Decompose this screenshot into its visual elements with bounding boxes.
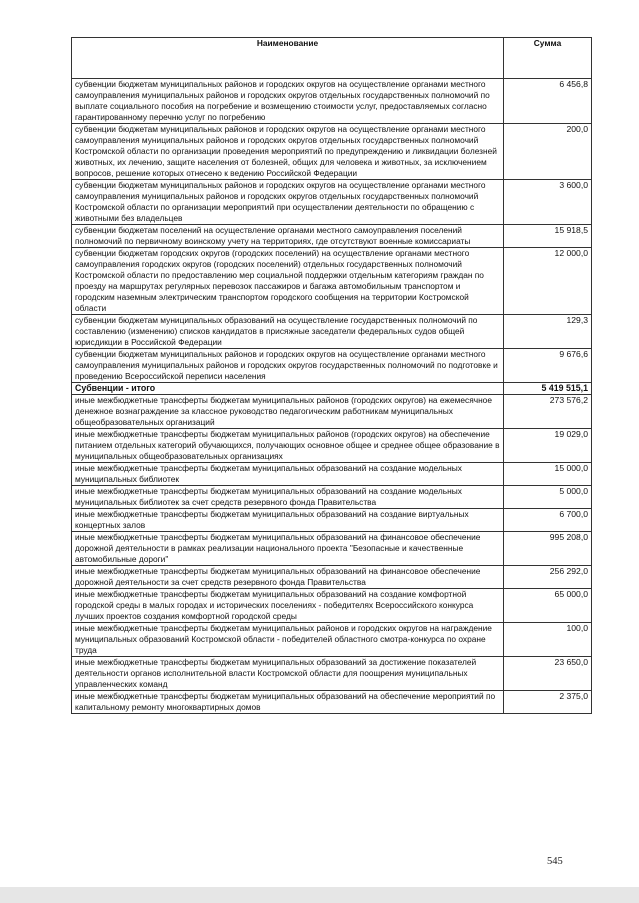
- table-row: [72, 124, 592, 180]
- row-name: субвенции бюджетам поселений на осуществление органами местного самоуправления поселений полномочий по первичному воинскому учету на территориях, где отсутствуют военные комиссариаты: [72, 225, 504, 248]
- row-name: иные межбюджетные трансферты бюджетам муниципальных образований на обеспечение мероприятий по капитальному ремонту многоквартирных домов: [72, 691, 504, 714]
- row-name: иные межбюджетные трансферты бюджетам муниципальных образований на финансовое обеспечение дорожной деятельности за счет средств резервного фонда Правительства: [72, 566, 504, 589]
- table-header: [72, 38, 592, 79]
- row-sum: 65 000,0: [504, 589, 592, 623]
- row-name: иные межбюджетные трансферты бюджетам муниципальных образований на создание модельных муниципальных библиотек: [72, 463, 504, 486]
- row-name: субвенции бюджетам муниципальных районов и городских округов на осуществление органами местного самоуправления муниципальных районов и городских округов отдельных государственных полномочий по выплате социального пособия на погребение и возмещению стоимости услуг, предоставляемых согласно гарантированному перечню услуг по погребению: [72, 79, 504, 124]
- row-sum: 5 000,0: [504, 486, 592, 509]
- table-row: [72, 79, 592, 124]
- row-sum: 9 676,6: [504, 349, 592, 383]
- row-name: субвенции бюджетам муниципальных образований на осуществление государственных полномочий по составлению (изменению) списков кандидатов в присяжные заседатели федеральных судов общей юрисдикции в Российской Федерации: [72, 315, 504, 349]
- row-name: субвенции бюджетам городских округов (городских поселений) на осуществление органами местного самоуправления городских округов (городских поселений) отдельных государственных полномочий Костромской области по предоставлению мер социальной поддержки отдельным категориям граждан по проезду на маршрутах регулярных перевозок пассажиров и багажа автомобильным транспортом и городским наземным электрическим транспортом городского сообщения на территории Костромской области: [72, 248, 504, 315]
- row-name: иные межбюджетные трансферты бюджетам муниципальных образований за достижение показателей деятельности органов исполнительной власти Костромской области для поощрения муниципальных управленческих команд: [72, 657, 504, 691]
- row-name: Субвенции - итого: [72, 383, 504, 395]
- table-row: [72, 486, 592, 509]
- table-row: [72, 225, 592, 248]
- row-sum: 19 029,0: [504, 429, 592, 463]
- table-row: [72, 532, 592, 566]
- row-sum: 15 918,5: [504, 225, 592, 248]
- budget-table: [71, 37, 592, 714]
- row-name: субвенции бюджетам муниципальных районов и городских округов на осуществление органами местного самоуправления муниципальных районов и городских округов отдельных государственных полномочий Костромской области по организации проведения мероприятий по предупреждению и ликвидации болезней животных, их лечению, защите населения от болезней, общих для человека и животных, за исключением вопросов, решение которых отнесено к ведению Российской Федерации: [72, 124, 504, 180]
- table-body: [72, 79, 592, 714]
- table-row: [72, 315, 592, 349]
- table-row: [72, 349, 592, 383]
- table-row: [72, 395, 592, 429]
- row-sum: 6 456,8: [504, 79, 592, 124]
- row-sum: 6 700,0: [504, 509, 592, 532]
- row-name: иные межбюджетные трансферты бюджетам муниципальных образований на создание виртуальных концертных залов: [72, 509, 504, 532]
- row-sum: 3 600,0: [504, 180, 592, 225]
- row-name: субвенции бюджетам муниципальных районов и городских округов на осуществление органами местного самоуправления муниципальных районов и городских округов государственных полномочий по подготовке и проведению Всероссийской переписи населения: [72, 349, 504, 383]
- row-sum: 23 650,0: [504, 657, 592, 691]
- table-row: [72, 566, 592, 589]
- table-row: [72, 589, 592, 623]
- row-name: иные межбюджетные трансферты бюджетам муниципальных образований на создание комфортной городской среды в малых городах и исторических поселениях - победителях Всероссийского конкурса лучших проектов создания комфортной городской среды: [72, 589, 504, 623]
- table-row: [72, 463, 592, 486]
- row-name: иные межбюджетные трансферты бюджетам муниципальных образований на создание модельных муниципальных библиотек за счет средств резервного фонда Правительства: [72, 486, 504, 509]
- scan-bottom-strip: [0, 887, 639, 903]
- table-total-row: [72, 383, 592, 395]
- row-sum: 995 208,0: [504, 532, 592, 566]
- table-row: [72, 248, 592, 315]
- table-row: [72, 509, 592, 532]
- row-name: иные межбюджетные трансферты бюджетам муниципальных районов (городских округов) на ежемесячное денежное вознаграждение за классное руководство педагогическим работникам муниципальных общеобразовательных организаций: [72, 395, 504, 429]
- row-sum: 256 292,0: [504, 566, 592, 589]
- table-row: [72, 691, 592, 714]
- page-number: 545: [547, 856, 563, 867]
- row-sum: 5 419 515,1: [504, 383, 592, 395]
- row-sum: 15 000,0: [504, 463, 592, 486]
- row-sum: 200,0: [504, 124, 592, 180]
- table-row: [72, 623, 592, 657]
- table-row: [72, 657, 592, 691]
- header-sum: Сумма: [504, 38, 592, 79]
- row-name: иные межбюджетные трансферты бюджетам муниципальных районов и городских округов на награждение муниципальных образований Костромской области - победителей областного смотра-конкурса по охране труда: [72, 623, 504, 657]
- row-sum: 2 375,0: [504, 691, 592, 714]
- header-name: Наименование: [72, 38, 504, 79]
- row-sum: 273 576,2: [504, 395, 592, 429]
- row-name: субвенции бюджетам муниципальных районов и городских округов на осуществление органами местного самоуправления муниципальных районов и городских округов отдельных государственных полномочий Костромской области по организации мероприятий при осуществлении деятельности по обращению с животными без владельцев: [72, 180, 504, 225]
- row-name: иные межбюджетные трансферты бюджетам муниципальных районов (городских округов) на обеспечение питанием отдельных категорий обучающихся, получающих основное общее и среднее общее образование в муниципальных общеобразовательных организациях: [72, 429, 504, 463]
- row-sum: 129,3: [504, 315, 592, 349]
- row-sum: 12 000,0: [504, 248, 592, 315]
- table-row: [72, 429, 592, 463]
- table-row: [72, 180, 592, 225]
- row-name: иные межбюджетные трансферты бюджетам муниципальных образований на финансовое обеспечение дорожной деятельности в рамках реализации национального проекта "Безопасные и качественные автомобильные дороги": [72, 532, 504, 566]
- row-sum: 100,0: [504, 623, 592, 657]
